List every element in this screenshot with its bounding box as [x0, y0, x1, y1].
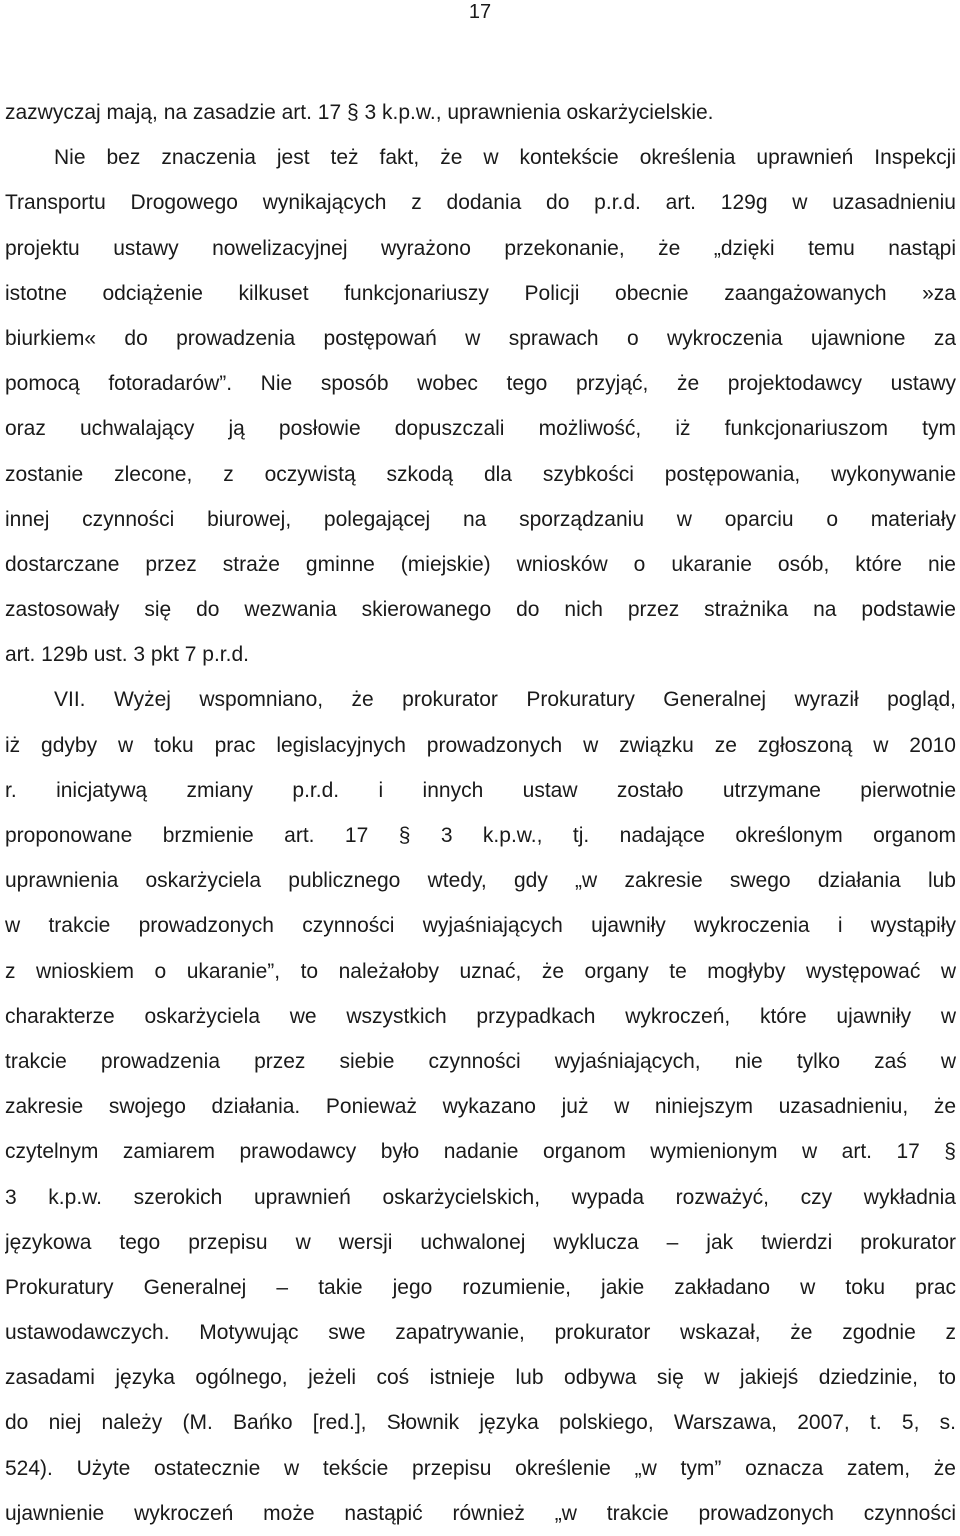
body-line: VII. Wyżej wspomniano, że prokurator Prokuratury Generalnej wyraził pogląd, [54, 688, 956, 712]
body-line: Prokuratury Generalnej – takie jego rozumienie, jakie zakładano w toku prac [5, 1275, 956, 1299]
body-line: innej czynności biurowej, polegającej na sporządzaniu w oparciu o materiały [5, 507, 956, 531]
body-line: pomocą fotoradarów”. Nie sposób wobec tego przyjąć, że projektodawcy ustawy [5, 372, 956, 396]
body-line: charakterze oskarżyciela we wszystkich przypadkach wykroczeń, które ujawniły w [5, 1004, 956, 1028]
body-line: zakresie swojego działania. Ponieważ wykazano już w niniejszym uzasadnieniu, że [5, 1095, 956, 1119]
body-line: dostarczane przez straże gminne (miejskie) wniosków o ukaranie osób, które nie [5, 552, 956, 576]
body-line: istotne odciążenie kilkuset funkcjonariuszy Policji obecnie zaangażowanych »za [5, 281, 956, 305]
body-line: Transportu Drogowego wynikających z dodania do p.r.d. art. 129g w uzasadnieniu [5, 191, 956, 215]
body-line: czytelnym zamiarem prawodawcy było nadanie organom wymienionym w art. 17 § [5, 1140, 956, 1164]
document-body [5, 90, 956, 1536]
body-line: językowa tego przepisu w wersji uchwalonej wyklucza – jak twierdzi prokurator [5, 1230, 956, 1254]
body-line: zasadami języka ogólnego, jeżeli coś istnieje lub odbywa się w jakiejś dziedzinie, to [5, 1366, 956, 1390]
body-line: oraz uchwalający ją posłowie dopuszczali możliwość, iż funkcjonariuszom tym [5, 417, 956, 441]
body-line: projektu ustawy nowelizacyjnej wyrażono przekonanie, że „dzięki temu nastąpi [5, 236, 956, 260]
body-line: w trakcie prowadzonych czynności wyjaśniających ujawniły wykroczenia i wystąpiły [5, 914, 956, 938]
body-line: 3 k.p.w. szerokich uprawnień oskarżycielskich, wypada rozważyć, czy wykładnia [5, 1185, 956, 1209]
body-line: biurkiem« do prowadzenia postępowań w sprawach o wykroczenia ujawnione za [5, 326, 956, 350]
body-line: trakcie prowadzenia przez siebie czynności wyjaśniających, nie tylko zaś w [5, 1049, 956, 1073]
body-line: Nie bez znaczenia jest też fakt, że w kontekście określenia uprawnień Inspekcji [54, 146, 956, 170]
body-line: z wnioskiem o ukaranie”, to należałoby uznać, że organy te mogłyby występować w [5, 959, 956, 983]
body-line: ujawnienie wykroczeń może nastąpić również „w trakcie prowadzonych czynności [5, 1501, 956, 1525]
body-line: iż gdyby w toku prac legislacyjnych prowadzonych w związku ze zgłoszoną w 2010 [5, 733, 956, 757]
body-line: r. inicjatywą zmiany p.r.d. i innych ustaw zostało utrzymane pierwotnie [5, 778, 956, 802]
body-line: proponowane brzmienie art. 17 § 3 k.p.w., tj. nadające określonym organom [5, 824, 956, 847]
body-line: zazwyczaj mają, na zasadzie art. 17 § 3 k.p.w., uprawnienia oskarżycielskie. [5, 101, 714, 124]
body-line: art. 129b ust. 3 pkt 7 p.r.d. [5, 643, 249, 667]
body-line: zostanie zlecone, z oczywistą szkodą dla szybkości postępowania, wykonywanie [5, 462, 956, 486]
page-number: 17 [468, 1, 492, 23]
body-line: ustawodawczych. Motywując swe zapatrywanie, prokurator wskazał, że zgodnie z [5, 1321, 956, 1345]
body-line: uprawnienia oskarżyciela publicznego wtedy, gdy „w zakresie swego działania lub [5, 869, 956, 893]
body-line: zastosowały się do wezwania skierowanego do nich przez strażnika na podstawie [5, 598, 956, 622]
body-line: do niej należy (M. Bańko [red.], Słownik języka polskiego, Warszawa, 2007, t. 5, s. [5, 1411, 956, 1435]
body-line: 524). Użyte ostatecznie w tekście przepisu określenie „w tym” oznacza zatem, że [5, 1456, 956, 1480]
